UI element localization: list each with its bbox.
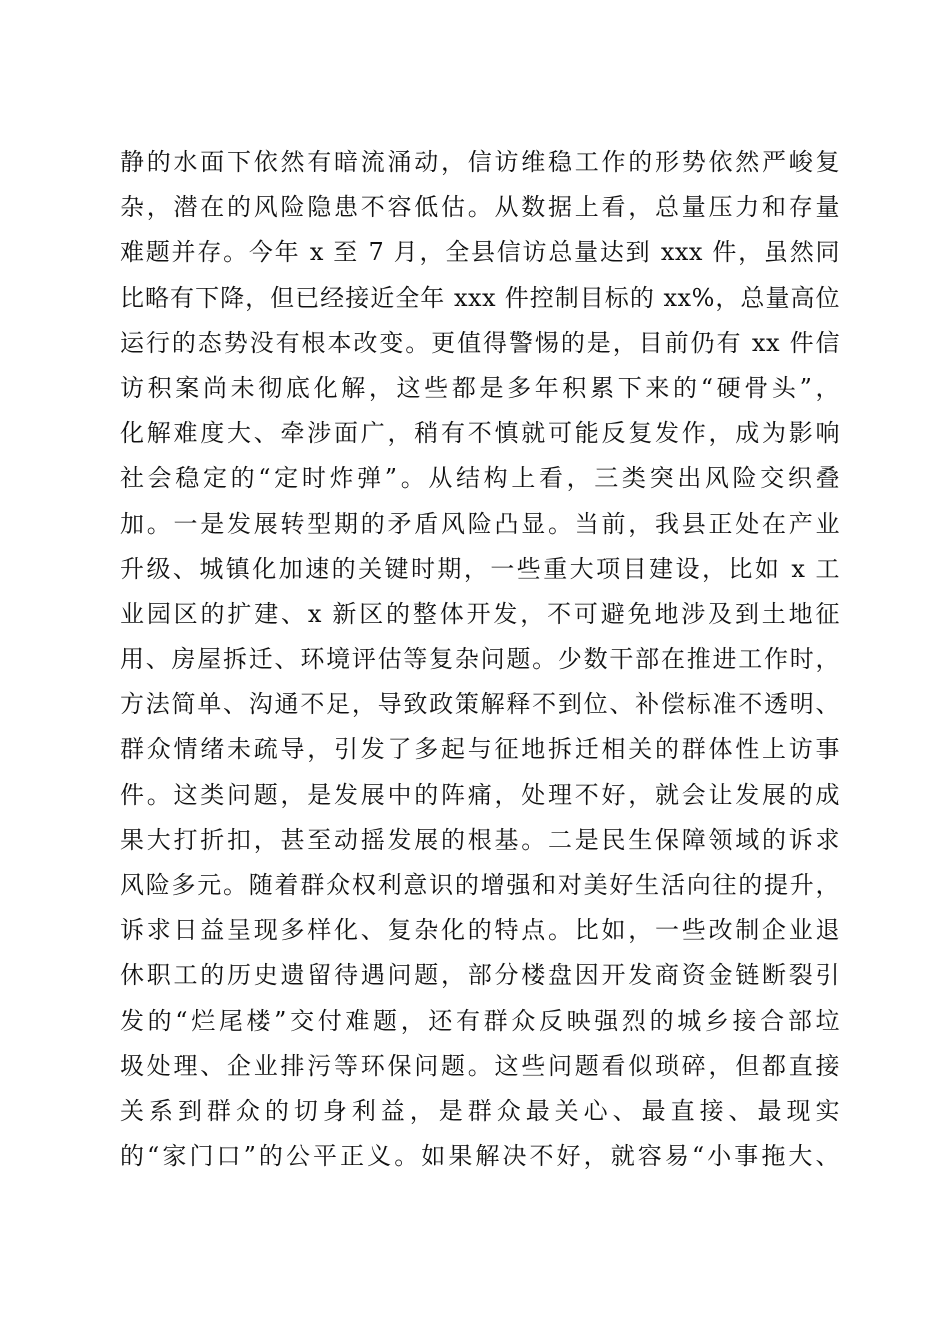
text-line: 业园区的扩建、x 新区的整体开发，不可避免地涉及到土地征 bbox=[120, 599, 840, 628]
text-line: 群众情绪未疏导，引发了多起与征地拆迁相关的群体性上访事 bbox=[120, 735, 840, 764]
text-line: 发的“烂尾楼”交付难题，还有群众反映强烈的城乡接合部垃 bbox=[120, 1006, 840, 1035]
text-line: 比略有下降，但已经接近全年 xxx 件控制目标的 xx%，总量高位 bbox=[120, 283, 840, 312]
text-line: 运行的态势没有根本改变。更值得警惕的是，目前仍有 xx 件信 bbox=[120, 328, 840, 357]
text-line: 化解难度大、牵涉面广，稍有不慎就可能反复发作，成为影响 bbox=[120, 419, 840, 448]
text-line: 诉求日益呈现多样化、复杂化的特点。比如，一些改制企业退 bbox=[120, 916, 840, 945]
text-line: 社会稳定的“定时炸弹”。从结构上看，三类突出风险交织叠 bbox=[120, 464, 840, 493]
body-paragraph bbox=[120, 140, 840, 1179]
text-line: 圾处理、企业排污等环保问题。这些问题看似琐碎，但都直接 bbox=[120, 1051, 840, 1080]
text-line: 果大打折扣，甚至动摇发展的根基。二是民生保障领域的诉求 bbox=[120, 825, 840, 854]
text-line: 静的水面下依然有暗流涌动，信访维稳工作的形势依然严峻复 bbox=[120, 148, 840, 176]
text-line: 件。这类问题，是发展中的阵痛，处理不好，就会让发展的成 bbox=[120, 780, 840, 809]
text-line: 风险多元。随着群众权利意识的增强和对美好生活向往的提升， bbox=[120, 871, 840, 899]
text-line: 休职工的历史遗留待遇问题，部分楼盘因开发商资金链断裂引 bbox=[120, 961, 840, 990]
text-line: 关系到群众的切身利益，是群众最关心、最直接、最现实 bbox=[120, 1096, 840, 1125]
text-line: 升级、城镇化加速的关键时期，一些重大项目建设，比如 x 工 bbox=[120, 554, 840, 583]
text-line: 用、房屋拆迁、环境评估等复杂问题。少数干部在推进工作时， bbox=[120, 645, 840, 674]
text-line: 杂，潜在的风险隐患不容低估。从数据上看，总量压力和存量 bbox=[120, 193, 840, 222]
text-line: 访积案尚未彻底化解，这些都是多年积累下来的“硬骨头”， bbox=[120, 373, 840, 402]
text-line: 加。一是发展转型期的矛盾风险凸显。当前，我县正处在产业 bbox=[120, 509, 840, 538]
text-line: 难题并存。今年 x 至 7 月，全县信访总量达到 xxx 件，虽然同 bbox=[120, 238, 840, 267]
text-line: 方法简单、沟通不足，导致政策解释不到位、补偿标准不透明、 bbox=[120, 690, 840, 719]
text-line: 的“家门口”的公平正义。如果解决不好，就容易“小事拖大、 bbox=[120, 1142, 840, 1171]
